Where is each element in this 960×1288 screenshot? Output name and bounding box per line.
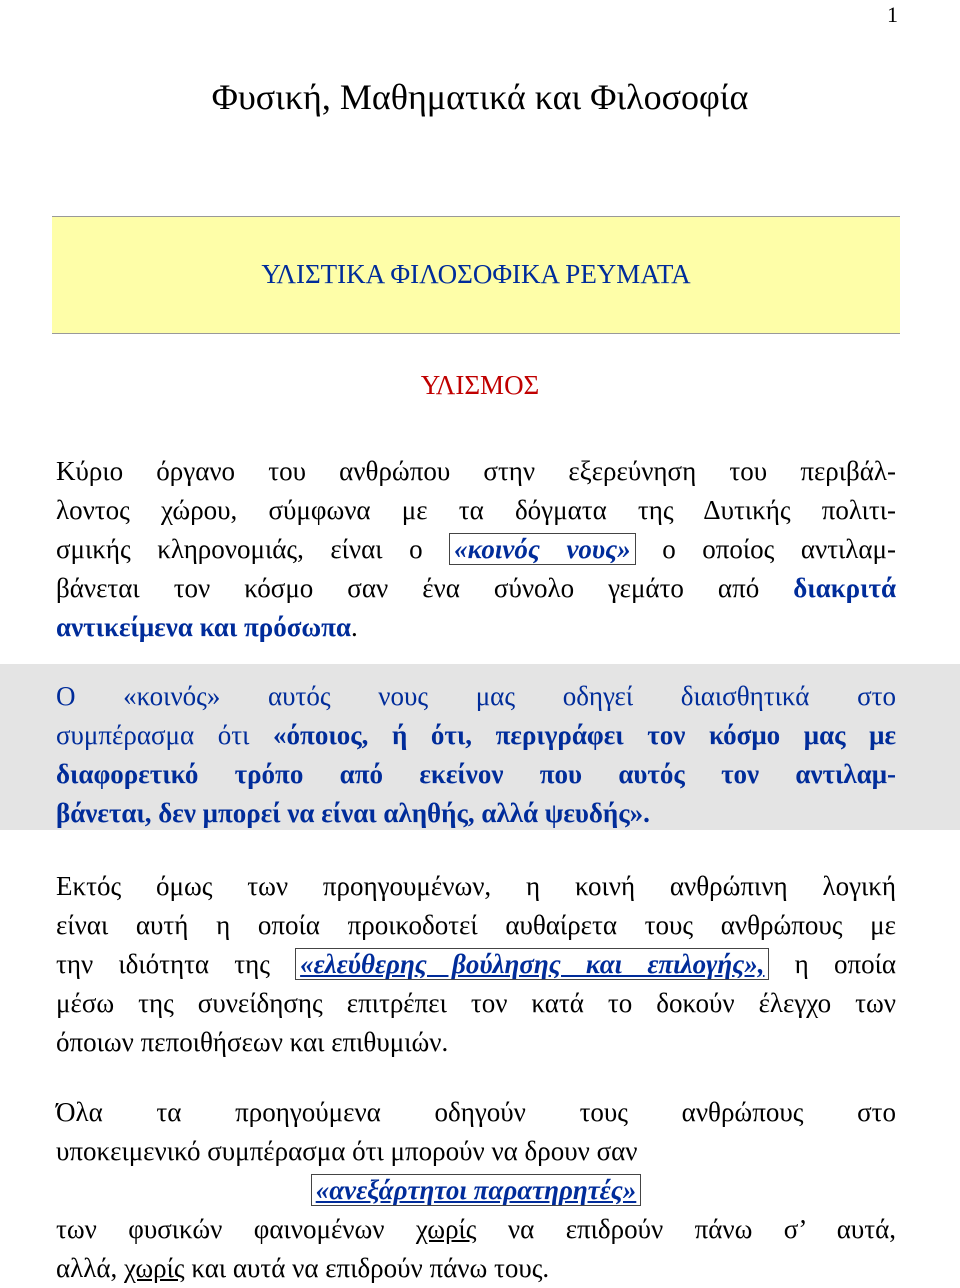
paragraph-3-line-3 [56, 945, 896, 984]
paragraph-3-line-5: όποιων πεποιθήσεων και επιθυμιών. [56, 1027, 449, 1057]
paragraph-2-line-3: διαφορετικό τρόπο από εκείνον που αυτός τον αντιλαμ- [56, 759, 896, 789]
paragraph-4-line-1: Όλα τα προηγούμενα οδηγούν τους ανθρώπους στο [56, 1097, 896, 1127]
text-span: των φυσικών φαινομένων [56, 1214, 385, 1244]
page-number: 1 [887, 2, 898, 27]
text-span: συμπέρασμα ότι [56, 720, 250, 750]
paragraph-3-line-4: μέσω της συνείδησης επιτρέπει τον κατά το δοκούν έλεγχο των [56, 988, 896, 1018]
emphasis-distinct: διακριτά [793, 573, 897, 603]
paragraph-2-line-2 [56, 716, 896, 755]
text-span: βάνεται τον κόσμο σαν ένα σύνολο γεμάτο από [56, 573, 760, 603]
paragraph-1-line-4 [56, 569, 896, 608]
paragraph-3-line-2: είναι αυτή η οποία προικοδοτεί αυθαίρετα τους ανθρώπους με [56, 910, 896, 940]
paragraph-4 [56, 1093, 896, 1288]
text-span: και αυτά να επιδρούν πάνω τους. [191, 1253, 550, 1283]
text-span: . [351, 612, 358, 642]
paragraph-1-line-1: Κύριο όργανο του ανθρώπου στην εξερεύνηση του περιβάλ- [56, 456, 896, 486]
paragraph-4-line-5 [56, 1249, 896, 1288]
section-heading: ΥΛΙΣΜΟΣ [420, 370, 540, 400]
paragraph-3-line-1: Εκτός όμως των προηγουμένων, η κοινή ανθρώπινη λογική [56, 871, 896, 901]
paragraph-2-line-1: Ο «κοινός» αυτός νους μας οδηγεί διαισθητικά στο [56, 681, 896, 711]
paragraph-1-line-3 [56, 530, 896, 569]
emphasis-objects-persons: αντικείμενα και πρόσωπα [56, 612, 351, 642]
paragraph-1-line-5 [56, 608, 896, 647]
paragraph-3 [56, 867, 896, 1062]
highlighted-phrase-free-will: «ελεύθερης βούλησης και επιλογής», [295, 948, 769, 980]
underlined-without: χωρίς [415, 1214, 477, 1244]
text-span: αλλά, [56, 1253, 118, 1283]
paragraph-1 [56, 452, 896, 647]
document-title: Φυσική, Μαθηματικά και Φιλοσοφία [211, 77, 749, 117]
paragraph-4-line-4 [56, 1210, 896, 1249]
banner [52, 216, 900, 334]
paragraph-2 [56, 677, 896, 833]
text-span: την ιδιότητα της [56, 949, 270, 979]
text-span: να επιδρούν πάνω σ’ αυτά, [507, 1214, 897, 1244]
paragraph-4-line-3 [56, 1171, 896, 1210]
text-span: η οποία [794, 949, 897, 979]
text-span: «όποιος, ή ότι, περιγράφει τον κόσμο μας με [273, 720, 897, 750]
text-span: ο οποίος αντιλαμ- [662, 534, 897, 564]
paragraph-4-line-2: υποκειμενικό συμπέρασμα ότι μπορούν να δρουν σαν [56, 1136, 638, 1166]
paragraph-2-line-4: βάνεται, δεν μπορεί να είναι αληθής, αλλά ψευδής». [56, 798, 650, 828]
underlined-without: χωρίς [123, 1253, 185, 1283]
highlighted-phrase-common-mind: «κοινός νους» [449, 533, 636, 565]
text-span: σμικής κληρονομιάς, είναι ο [56, 534, 423, 564]
highlighted-phrase-independent-observers: «ανεξάρτητοι παρατηρητές» [311, 1174, 642, 1206]
paragraph-1-line-2: λοντος χώρου, σύμφωνα με τα δόγματα της Δυτικής πολιτι- [56, 495, 896, 525]
banner-heading: ΥΛΙΣΤΙΚΑ ΦΙΛΟΣΟΦΙΚΑ ΡΕΥΜΑΤΑ [261, 259, 691, 289]
